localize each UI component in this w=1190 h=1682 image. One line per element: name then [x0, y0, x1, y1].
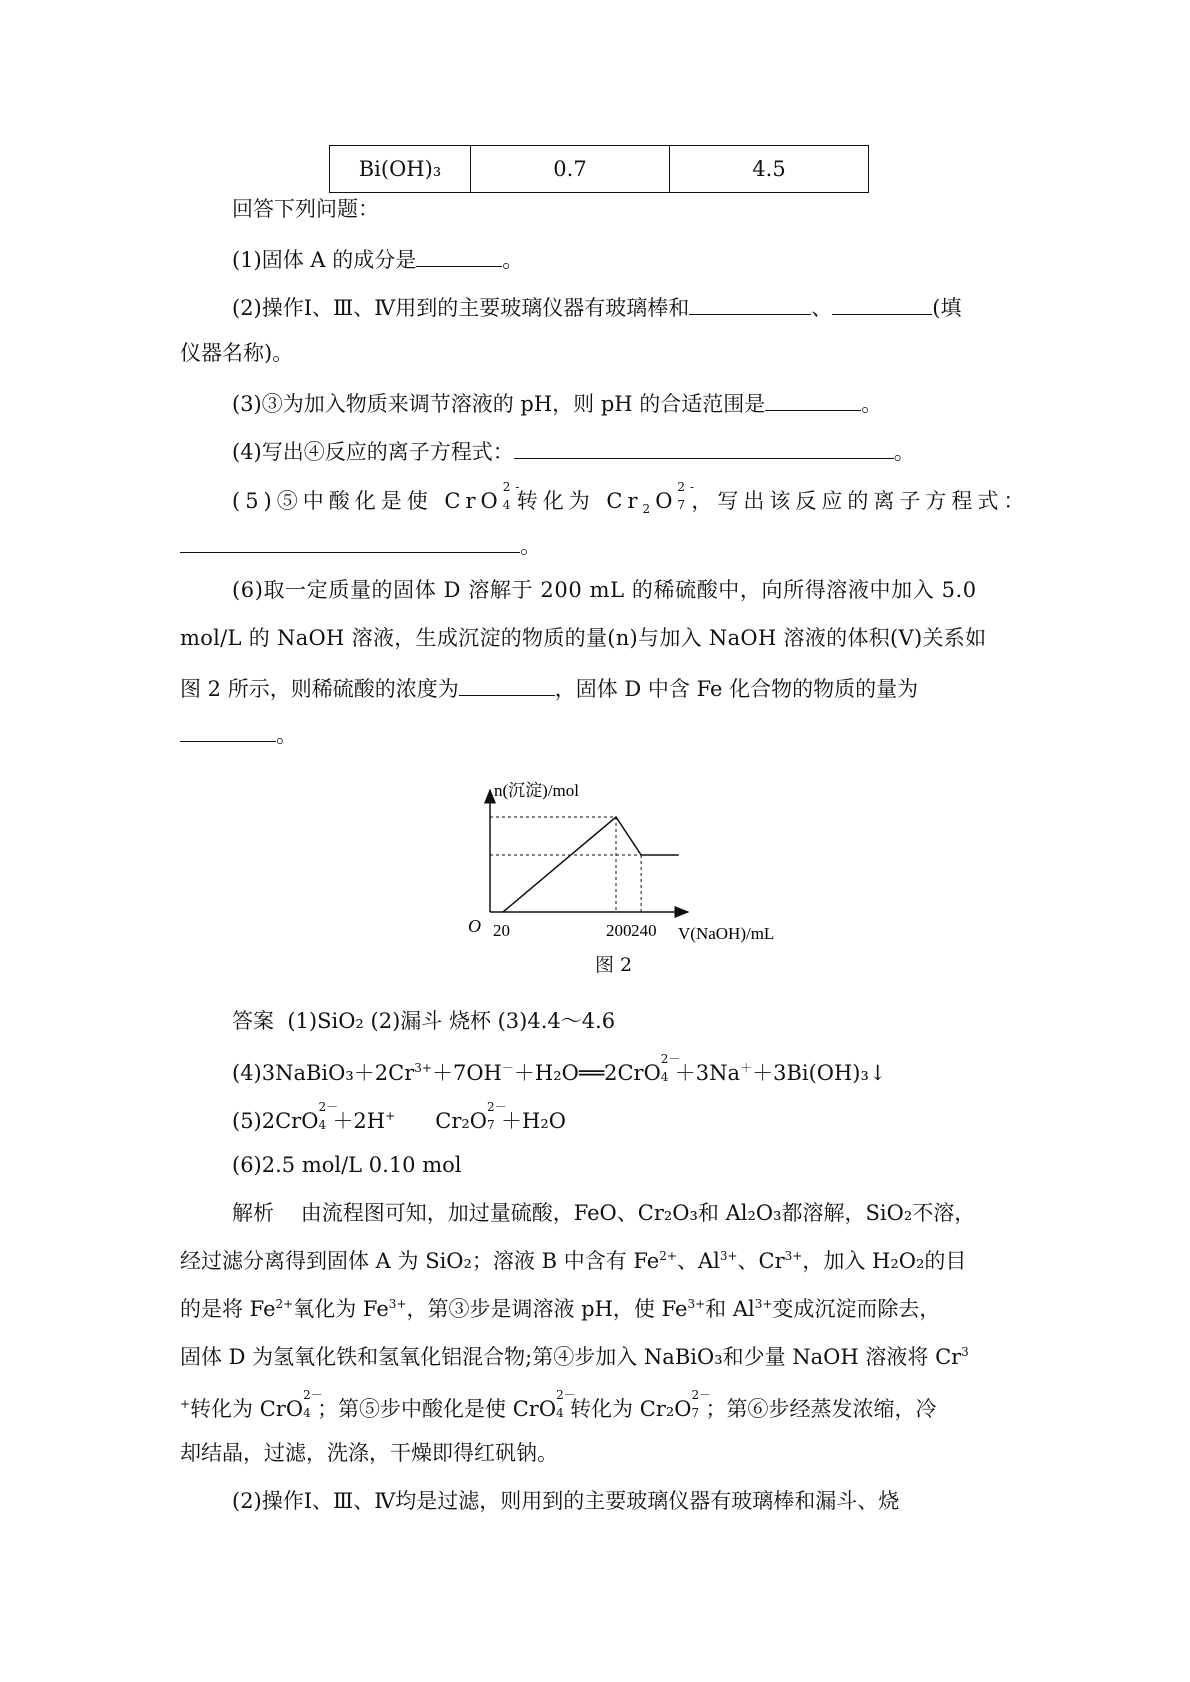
- guide-lines: [490, 817, 641, 912]
- answer-blank: [416, 247, 502, 267]
- table-cell: 4.5: [670, 146, 869, 193]
- answer-line-2: $(4)3NaBiO_3+2Cr^{3+}+7OH^-+H_2O══2CrO$ 2－ 4 ＋3Na＋＋3Bi(OH)₃↓: [232, 1052, 887, 1085]
- answer-blank: [180, 722, 276, 742]
- answer-label: 答案: [232, 1009, 274, 1033]
- answer-blank: [765, 391, 861, 411]
- question-5-line-2: 。: [180, 533, 541, 557]
- answer-blank: [180, 533, 520, 553]
- table-cell: 0.7: [471, 146, 670, 193]
- analysis-line-4: 固体 D 为氢氧化铁和氢氧化铝混合物;第④步加入 NaBiO₃和少量 NaOH 溶液将 Cr$^3$: [180, 1345, 969, 1369]
- question-1: (1)固体 A 的成分是 。: [232, 247, 524, 272]
- answer-line-3: (5)2CrO 2－ 4 ＋2H+ Cr₂O 2－ 7 ＋H₂O: [232, 1100, 566, 1133]
- question-4: (4)写出④反应的离子方程式： 。: [232, 439, 915, 464]
- figure-caption: 图 2: [595, 954, 633, 976]
- question-6-line-4: 。: [180, 722, 297, 746]
- table-cell: Bi(OH)₃: [330, 146, 471, 193]
- y-axis-label: n(沉淀)/mol: [494, 781, 579, 800]
- x-tick-label: 20: [493, 921, 510, 940]
- question-6-line-2: mol/L 的 NaOH 溶液，生成沉淀的物质的量(n)与加入 NaOH 溶液的体积(V)关系如: [180, 626, 987, 650]
- question-2-line-2: 仪器名称)。: [180, 341, 294, 365]
- x-tick-labels: [493, 921, 657, 940]
- analysis-line-2: 经过滤分离得到固体 A 为 SiO₂；溶液 B 中含有 $Fe^{2+}$、$Al^{3+}$、$Cr^{3+}$，加入 H₂O₂的目: [180, 1249, 967, 1273]
- answer-blank: [459, 676, 555, 696]
- figure-2-chart: [460, 772, 790, 952]
- answer-blank: [832, 295, 932, 315]
- analysis-line-6: 却结晶，过滤，洗涤，干燥即得红矾钠。: [180, 1441, 558, 1465]
- analysis-line-7: (2)操作Ⅰ、Ⅲ、Ⅳ均是过滤，则用到的主要玻璃仪器有玻璃棒和漏斗、烧: [232, 1489, 900, 1513]
- answer-line-4: (6)2.5 mol/L 0.10 mol: [232, 1153, 462, 1177]
- series-line: [503, 817, 679, 912]
- intro-text: 回答下列问题：: [232, 197, 379, 221]
- answer-blank: [514, 439, 894, 459]
- analysis-label: 解析: [232, 1201, 274, 1225]
- x-tick-label: 200: [606, 921, 632, 940]
- question-5-line-1: (5)⑤中酸化是使 CrO 2- 4 转化为 $Cr_2O$ 2- 7 ，写出该反应的离子方程式：: [232, 480, 1030, 517]
- answer-line-1: 答案 (1)SiO₂ (2)漏斗 烧杯 (3)4.4～4.6: [232, 1009, 616, 1033]
- analysis-line-3: 的是将 $Fe^{2+}$氧化为 $Fe^{3+}$，第③步是调溶液 pH，使 $Fe^{3+}$和 $Al^{3+}$变成沉淀而除去，: [180, 1297, 941, 1321]
- data-table: [329, 145, 869, 193]
- question-2-line-1: (2)操作Ⅰ、Ⅲ、Ⅳ用到的主要玻璃仪器有玻璃棒和 、 (填: [232, 295, 962, 320]
- question-6-line-1: (6)取一定质量的固体 D 溶解于 200 mL 的稀硫酸中，向所得溶液中加入 5.0: [232, 578, 977, 602]
- question-3: (3)③为加入物质来调节溶液的 pH，则 pH 的合适范围是 。: [232, 391, 883, 416]
- answer-blank: [689, 295, 811, 315]
- origin-label: O: [468, 916, 481, 936]
- x-axis-label: V(NaOH)/mL: [678, 924, 775, 943]
- analysis-line-5: +转化为 CrO 2－ 4 ；第⑤步中酸化是使 CrO 2－ 4 转化为 Cr₂O 2－ 7 ；第⑥步经蒸发浓缩，冷: [180, 1388, 937, 1421]
- x-tick-label: 240: [631, 921, 657, 940]
- table-row: [330, 146, 869, 193]
- analysis-line-1: 解析 由流程图可知，加过量硫酸，FeO、Cr₂O₃和 Al₂O₃都溶解，SiO₂不溶，: [232, 1201, 976, 1225]
- question-6-line-3: 图 2 所示，则稀硫酸的浓度为 ，固体 D 中含 Fe 化合物的物质的量为: [180, 676, 919, 701]
